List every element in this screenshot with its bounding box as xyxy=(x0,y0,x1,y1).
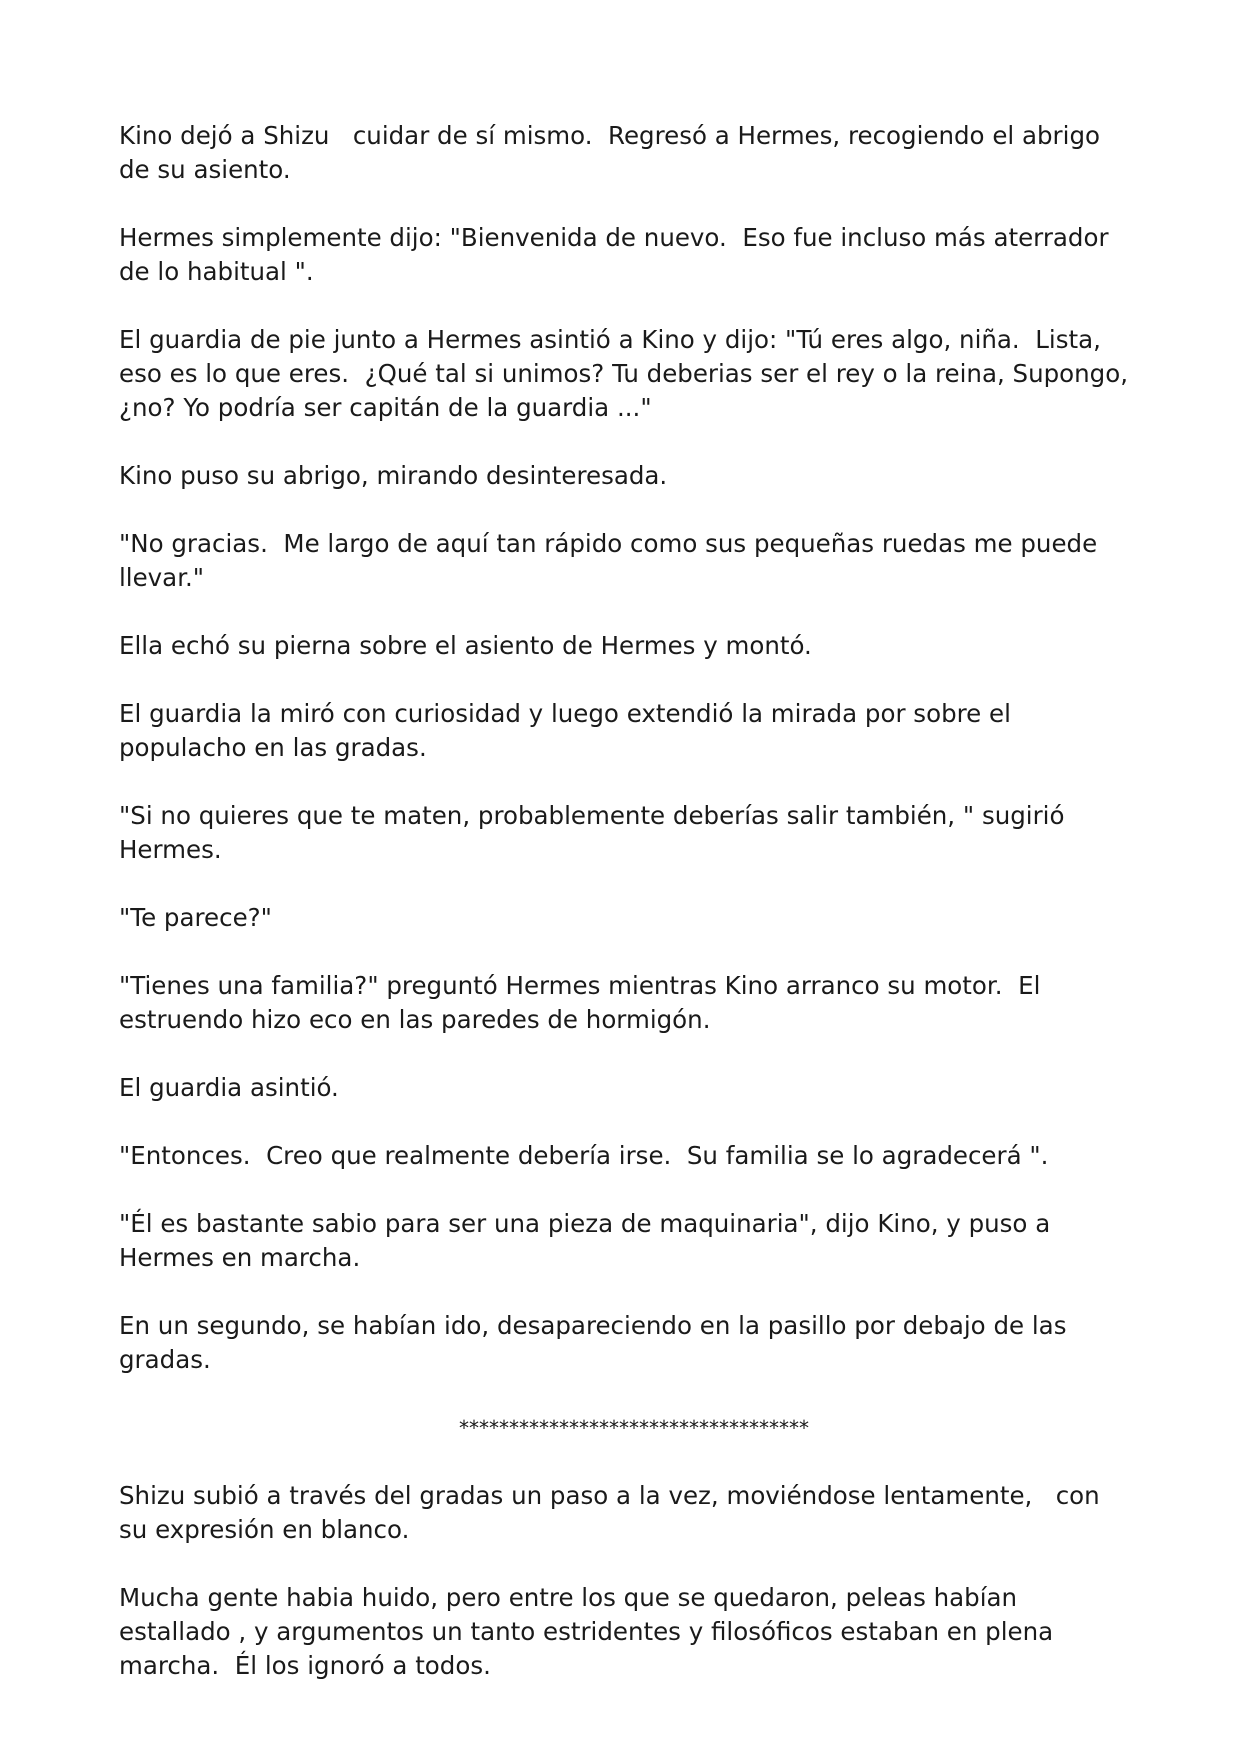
paragraph: "Te parece?" xyxy=(119,903,272,932)
document-body xyxy=(119,119,1136,1717)
paragraph: Hermes simplemente dijo: "Bienvenida de nuevo. Eso fue incluso más aterrador de lo habitual ". xyxy=(119,223,1117,286)
paragraph: El guardia de pie junto a Hermes asintió a Kino y dijo: "Tú eres algo, niña. Lista, eso es lo que eres. ¿Qué tal si unimos? Tu deberias ser el rey o la reina, Supongo, ¿no? Yo podría ser capitán de la guardia ..." xyxy=(119,325,1136,422)
paragraph: Kino puso su abrigo, mirando desinteresada. xyxy=(119,461,668,490)
paragraph: "Entonces. Creo que realmente debería irse. Su familia se lo agradecerá ". xyxy=(119,1141,1049,1170)
paragraph: Kino dejó a Shizu cuidar de sí mismo. Regresó a Hermes, recogiendo el abrigo de su asiento. xyxy=(119,121,1108,184)
paragraph: Shizu subió a través del gradas un paso a la vez, moviéndose lentamente, con su expresión en blanco. xyxy=(119,1481,1108,1544)
section-divider: *********************************** xyxy=(459,1416,809,1440)
paragraph: El guardia asintió. xyxy=(119,1073,339,1102)
paragraph: "Si no quieres que te maten, probablemente deberías salir también, " sugirió Hermes. xyxy=(119,801,1073,864)
paragraph: El guardia la miró con curiosidad y luego extendió la mirada por sobre el populacho en las gradas. xyxy=(119,699,1019,762)
paragraph: En un segundo, se habían ido, desapareciendo en la pasillo por debajo de las gradas. xyxy=(119,1311,1075,1374)
paragraph: "Tienes una familia?" preguntó Hermes mientras Kino arranco su motor. El estruendo hizo eco en las paredes de hormigón. xyxy=(119,971,1049,1034)
paragraph: "Él es bastante sabio para ser una pieza de maquinaria", dijo Kino, y puso a Hermes en marcha. xyxy=(119,1209,1059,1272)
paragraph: Ella echó su pierna sobre el asiento de Hermes y montó. xyxy=(119,631,812,660)
paragraph: Mucha gente habia huido, pero entre los que se quedaron, peleas habían estallado , y argumentos un tanto estridentes y filosóficos estaban en plena marcha. Él los ignoró a todos. xyxy=(119,1583,1061,1680)
paragraph: "No gracias. Me largo de aquí tan rápido como sus pequeñas ruedas me puede llevar." xyxy=(119,529,1105,592)
